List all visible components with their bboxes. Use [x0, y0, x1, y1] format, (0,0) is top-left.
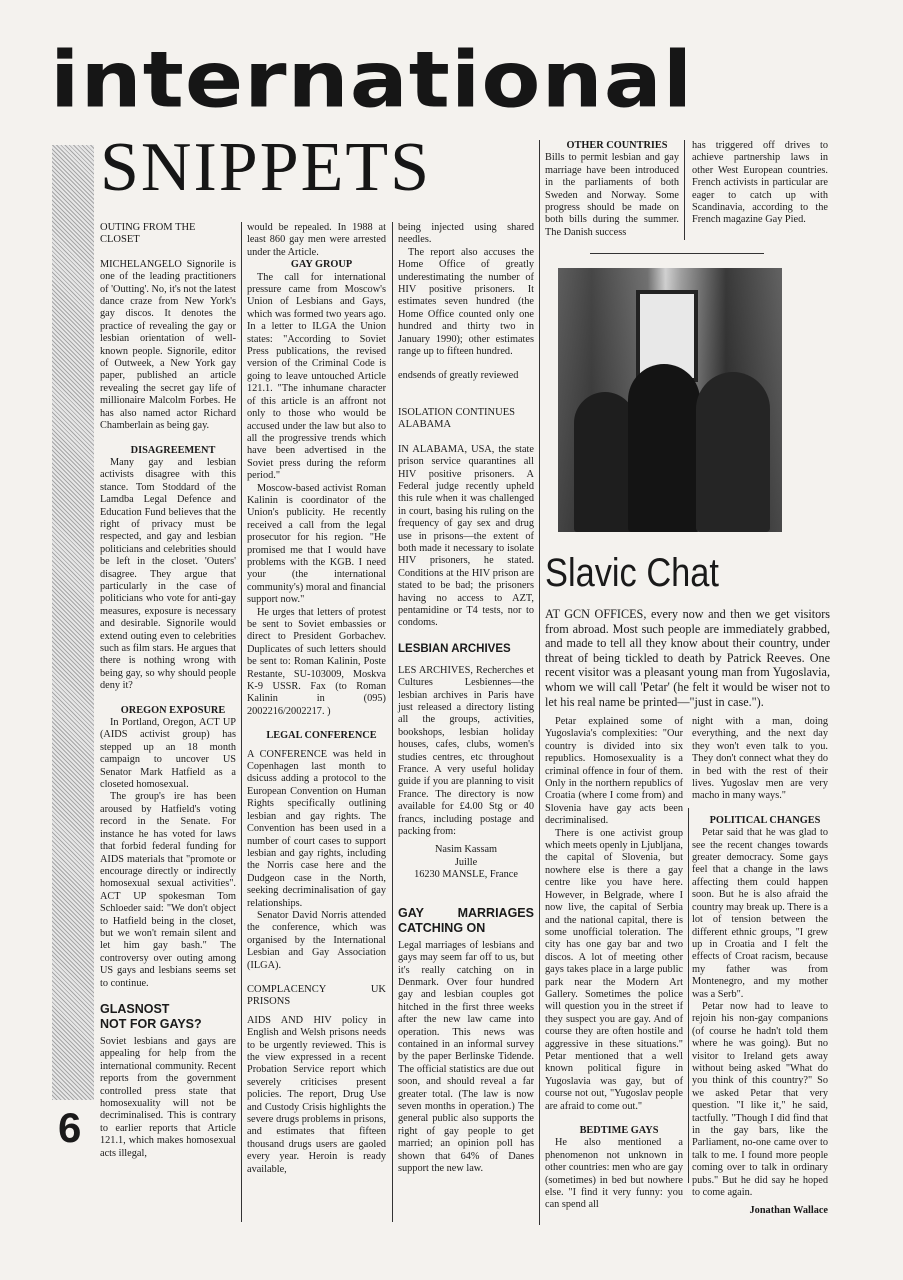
address-line-2: Juille [454, 856, 478, 868]
heading-glasnost-1: GLASNOST [100, 1001, 170, 1016]
slavic-chat-lead: AT GCN OFFICES, every now and then we get visitors from abroad. Most such people are immediately grabbed, and made to tell all they know about their country, under threat of being tickled to death by Patrick Reeves. One recent visitor was a pleasant young man from Yugoslavia, whom we will call 'Petar' (he felt it would be wiser not to let his real name be printed—"just in case."). [545, 607, 830, 709]
article-legal-2: Senator David Norris attended the conference, which was organised by the International Lesbian and Gay Association (ILGA). [247, 909, 386, 971]
heading-disagreement: DISAGREEMENT [130, 444, 216, 456]
column-rule [539, 140, 540, 1225]
article-oregon-1: In Portland, Oregon, ACT UP (AIDS activist group) has stepped up an 18 month campaign to uncover US Senator Mark Hatfield as a closeted homosexual. [100, 717, 236, 791]
column-2 [247, 222, 386, 1176]
article-gay-group-1: The call for international pressure came from Moscow's Union of Lesbians and Gays, which was formed two years ago. In a letter to ILGA the Union states: "According to Soviet Press publications, the revised version of the Criminal Code is going to leave untouched Article 121.1. "The inhumane character of this article is an affront not only to those who would be accused under the law but also to all the progressive trends which have been advertised in the Soviet press during the reform period." [247, 271, 386, 482]
masthead-title: international [50, 35, 694, 126]
heading-glasnost-2: NOT FOR GAYS? [100, 1016, 202, 1031]
article-fragment: endsends of greatly reviewed [398, 370, 519, 382]
article-legal-1: A CONFERENCE was held in Copenhagen last month to dsicuss adding a protocol to the European Convention on Human Rights specifically outlining lesbian and gay rights. The Convention has been used in a number of court cases to support lesbian and gay rights, including the Norris case here and the Dudgeon case in the North, seeking decriminalisation of gay relationships. [247, 748, 386, 909]
column-rule [241, 222, 242, 1222]
article-continued: being injected using shared needles. [398, 222, 534, 246]
article-political-1: Petar said that he was glad to see the recent changes towards greater democracy. Some gays feel that a change in the laws affecting them could happen soon. But he is also afraid the country may break up. There is a lot of tension between the different ethnic groups, "I grew up in Croatia and I felt the effects of Croat racism, because my father was from Montenegro, and my mother was a Serb". [692, 827, 828, 1000]
slavic-column-b [692, 716, 828, 1218]
article-gay-marriages: Legal marriages of lesbians and gays may seem far off to us, but it's really catching on in Denmark. Over four hundred gay and lesbian couples got hitched in the first three weeks after the new law came into operation. This news was contained in an informal survey by the paper Berlinske Tidende. The official statistics are due out soon, and should reveal a far greater total. (The law is now seven months in operation.) The general public also supports the right of gay people to get married; an opinion poll has shown that 64% of Danes support the new law. [398, 939, 534, 1174]
heading-bedtime-gays: BEDTIME GAYS [579, 1125, 659, 1136]
column-rule [392, 222, 393, 1222]
article-political-2: Petar now had to leave to rejoin his non-gay companions (of course he hadn't told them where he was going). But no visitor to Ireland gets away without being asked "What do you think of this country?" So we asked Petar that very question. "I like it," he said, tactfully. "Though I did find that in the gay bars, like the Parliament, no-one came over to talk to me. I found more people coming over to talk in ordinary pubs." But he did say he hoped to come again. [692, 1000, 828, 1199]
column-rule [688, 808, 689, 1183]
article-bedtime: He also mentioned a phenomenon not unknown in other countries: men who are gay (sometimes) in bed but nowhere else. "I find it very funny: you can spend all [545, 1137, 683, 1211]
article-disagreement: Many gay and lesbian activists disagree with this stance. Tom Stoddard of the Lamdba Legal Defence and Education Fund believes that the right of privacy must be respected, and gay and lesbian politicians and celebrities should be left in the closet. 'Outers' disagree. They argue that particularly in the case of politicians who vote for anti-gay measures, exposure is necessary and desirable. Signorile would extend outing even to celebrities such as film stars. He argues that there is nothing wrong with being gay, so why should people deny it? [100, 456, 236, 692]
heading-gay-group: GAY GROUP [290, 259, 353, 271]
column-4 [545, 140, 679, 239]
article-slavic-2: There is one activist group which meets openly in Ljubljana, the capital of Slovenia, but nowhere else is there a gay centre like you have here. However, in Belgrade, where I now live, the capital of Serbia and the national capital, there is some unofficial toleration. The city has one gay bar and two discos. A lot of meeting other gays takes place in a large public park near the Modern Art Gallery. Sometimes the police will question you in the street if they suspect you are gay. And of course they are often hostile and aggressive in these situations." Petar mentioned that a well known political figure in Yugoslavia was gay, but of course not out, "Yugoslav people are afraid to come out." [545, 827, 683, 1112]
heading-uk-prisons: COMPLACENCY UK PRISONS [247, 983, 386, 1008]
column-rule [684, 140, 685, 240]
column-5 [692, 140, 828, 227]
heading-gay-marriages: GAY MARRIAGES CATCHING ON [398, 905, 534, 935]
article-glasnost: Soviet lesbians and gays are appealing for help from the international community. Recent reports from the government controlled press state that homosexuality will not be decriminalised. This is contrary to earlier reports that Article 121.1, which makes homosexual acts illegal, [100, 1035, 236, 1159]
article-continued: would be repealed. In 1988 at least 860 gay men were arrested under the Article. [247, 222, 386, 258]
slavic-chat-title: Slavic Chat [545, 551, 719, 595]
column-1 [100, 222, 236, 1160]
heading-other-countries: OTHER COUNTRIES [566, 140, 668, 151]
photo-figures-viewing-painting [558, 268, 782, 532]
section-title: SNIPPETS [100, 129, 432, 206]
byline: Jonathan Wallace [749, 1205, 828, 1217]
article-report: The report also accuses the Home Office of greatly underestimating the number of HIV positive prisoners. It estimates seven hundred (the Home Office counted only one hundred and thirty two in January 1990); other estimates range up to fifteen hundred. [398, 246, 534, 358]
address-line-1: Nasim Kassam [434, 844, 498, 856]
slavic-column-a [545, 716, 683, 1212]
heading-political-changes: POLITICAL CHANGES [709, 814, 821, 826]
heading-isolation: ISOLATION CONTINUES ALABAMA [398, 406, 515, 431]
heading-outing: OUTING FROM THE CLOSET [100, 222, 196, 246]
article-gay-group-3: He urges that letters of protest be sent to Soviet embassies or direct to President Gorbachev. Duplicates of such letters should be sent to: Roman Kalinin, Poste Restante, SU-103009, Moskva K-9 USSR. Fax (to Roman Kalinin in (095) 2002216/2002217. ) [247, 606, 386, 717]
article-archives: LES ARCHIVES, Recherches et Cultures Lesbiennes—the lesbian archives in Paris have just released a directory listing all the groups, activities, bookshops, lesbian holiday houses, cafes, clubs, women's studies centres, etc throughout France. A very useful holiday guide if you are planning to visit France. The directory is now available for £4.00 Stg or 40 francs, including postage and packing from: [398, 664, 534, 838]
article-outing: MICHELANGELO Signorile is one of the leading practitioners of 'Outting'. No, it's not the latest dance craze from New York's gay discos. It denotes the practice of revealing the gay or lesbian orientation of well-known people. Signorile, editor of Outweek, a New York gay paper, published an article revealing the secret gay life of millionaire Malcolm Forbes. He has also named actor Richard Chamberlain as being gay. [100, 258, 236, 432]
page-number: 6 [58, 1104, 82, 1151]
article-oregon-2: The group's ire has been aroused by Hatfield's voting record in the Senate. For instance he has voted for laws that forbid federal funding for AIDS materials that "promote or encourage directly or indirectly homosexual sexual activities". ACT UP spokesman Tom Schloeder said: "We don't object to Hatfield being in the closet, but we won't remain silent and let him gay bash." The controversy over outing among US gays and lesbians seems set to continue. [100, 791, 236, 989]
article-other-countries-cont: has triggered off drives to achieve partnership laws in other West European countries. French activists in particular are eager to catch up with Scandinavia, according to the French magazine Gay Pied. [692, 140, 828, 226]
heading-legal-conference: LEGAL CONFERENCE [266, 730, 377, 742]
article-slavic-1: Petar explained some of Yugoslavia's complexities: "Our country is divided into six republics. Homosexuality is a criminal offence in four of them. Only in the northern republics of Croatia (where I come from) and Slovenia have gay acts been decriminalised. [545, 716, 683, 827]
hatched-margin-bar [52, 145, 94, 1100]
article-isolation: IN ALABAMA, USA, the state prison service quarantines all HIV positive prisoners. A Federal judge recently upheld this rule when it was challenged in court, basing his ruling on the frequency of gay sex and drug use in prisons—the extent of both made it necessary to isolate HIV prisoners, he stated. Conditions at the HIV prison are stated to be bad; the prisoners having no access to AZT, pentamidine or T4 tests, nor to condoms. [398, 443, 534, 629]
article-other-countries: Bills to permit lesbian and gay marriage have been introduced in the parliaments of both Sweden and Norway. Some progress should be made on both bills during the summer. The Danish success [545, 152, 679, 238]
heading-oregon: OREGON EXPOSURE [120, 704, 226, 716]
article-uk-prisons: AIDS AND HIV policy in English and Welsh prisons needs to be urgently reviewed. This is the view expressed in a recent Probation Service report which severely criticises present policies. The report, Drug Use and Custody Crisis highlights the severe drugs problems in prisons, and estimates that fifteen thousand drugs users are gaoled every year. Heroin is ready available, [247, 1014, 386, 1175]
article-gay-group-2: Moscow-based activist Roman Kalinin is coordinator of the Union's publicity. He recently received a call from the legal prosecutor for his region. "He promised me that I would have problems with the KGB. I need your (the international community's) moral and financial support now." [247, 482, 386, 606]
heading-lesbian-archives: LESBIAN ARCHIVES [398, 642, 511, 655]
article-slavic-3: night with a man, doing everything, and the next day they won't even talk to you. They don't connect what they do in bed with the rest of their lives. Yugoslav men are very macho in many ways." [692, 716, 828, 802]
divider-line [590, 253, 764, 254]
address-line-3: 16230 MANSLE, France [414, 869, 518, 881]
column-3 [398, 222, 534, 1175]
